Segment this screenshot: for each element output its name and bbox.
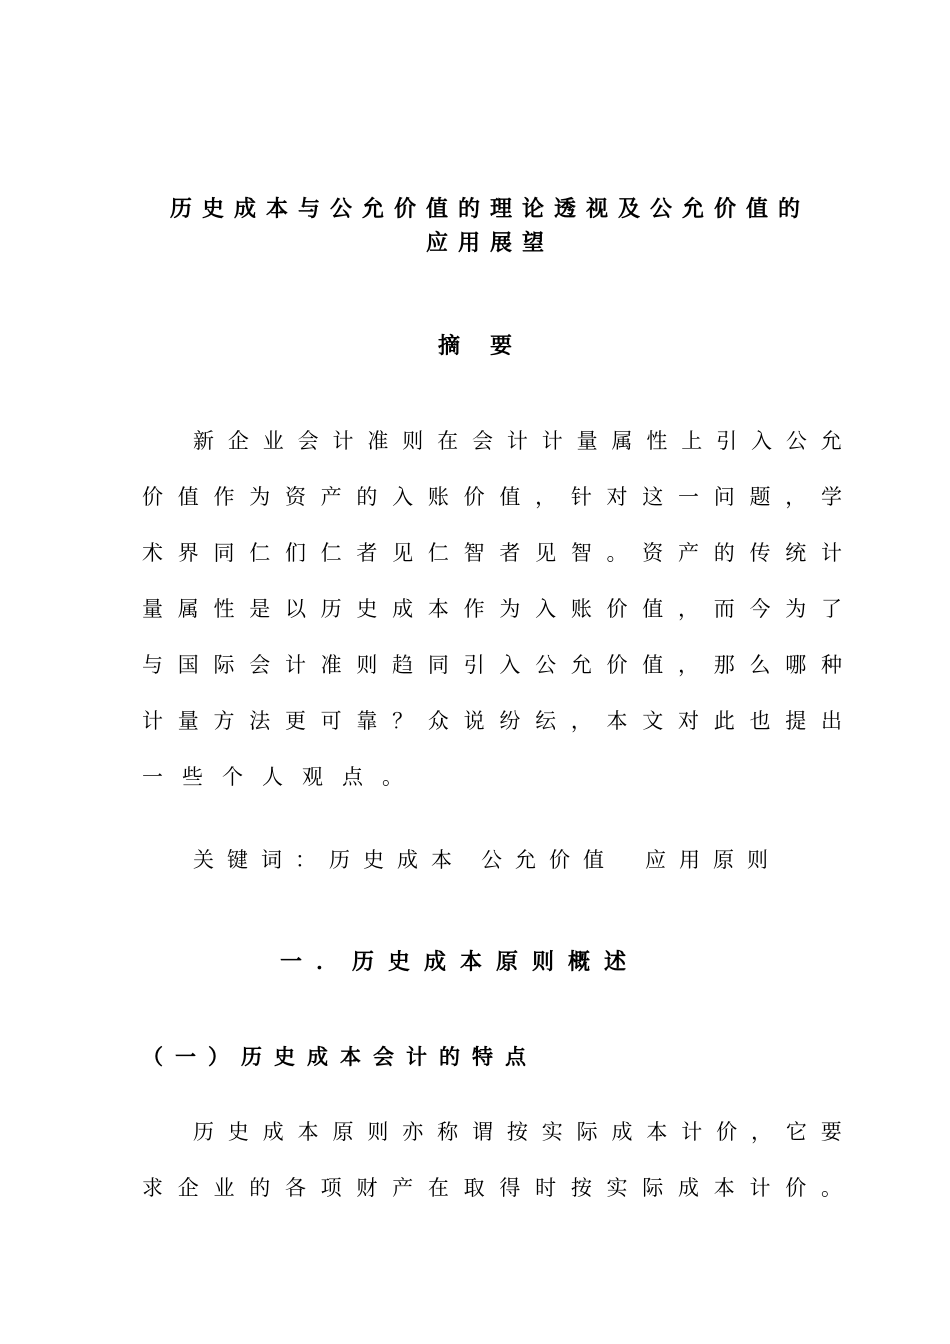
body-line <box>142 1172 842 1204</box>
body-line <box>193 1116 842 1148</box>
glyph: 作 <box>213 485 235 509</box>
glyph: 更 <box>284 709 306 733</box>
glyph: 个 <box>222 765 243 789</box>
glyph: 说 <box>463 709 485 733</box>
glyph: ？ <box>392 709 414 733</box>
glyph: 一 <box>678 485 700 509</box>
glyph: 对 <box>678 709 700 733</box>
glyph: 观 <box>302 765 323 789</box>
glyph: 这 <box>642 485 664 509</box>
glyph: 允 <box>820 429 842 453</box>
keyword: 应用原则 <box>645 848 781 872</box>
glyph: ， <box>785 485 807 509</box>
glyph: 仁 <box>249 541 271 565</box>
glyph: 也 <box>749 709 771 733</box>
glyph: 以 <box>284 597 306 621</box>
glyph: 公 <box>785 429 807 453</box>
glyph: 在 <box>427 1176 449 1200</box>
glyph: ， <box>570 709 592 733</box>
glyph: 原 <box>332 1120 354 1144</box>
glyph: 计 <box>142 709 163 733</box>
subsection-heading: （一）历史成本会计的特点 <box>142 1045 538 1069</box>
glyph: 入 <box>392 485 414 509</box>
glyph: 本 <box>646 1120 668 1144</box>
glyph: 的 <box>713 541 735 565</box>
glyph: 值 <box>177 485 199 509</box>
glyph: 账 <box>570 597 592 621</box>
glyph: 公 <box>535 653 557 677</box>
glyph: 上 <box>681 429 703 453</box>
glyph: 入 <box>499 653 521 677</box>
glyph: 本 <box>297 1120 319 1144</box>
glyph: 产 <box>320 485 342 509</box>
glyph: 新 <box>193 429 214 453</box>
glyph: 为 <box>785 597 807 621</box>
glyph: 方 <box>213 709 235 733</box>
glyph: 性 <box>646 429 668 453</box>
glyph: 是 <box>249 597 271 621</box>
glyph: 属 <box>611 429 633 453</box>
abstract-line <box>193 425 842 457</box>
glyph: 则 <box>356 653 378 677</box>
glyph: 种 <box>820 653 842 677</box>
glyph: 亦 <box>402 1120 424 1144</box>
glyph: 提 <box>785 709 807 733</box>
glyph: 些 <box>182 765 203 789</box>
glyph: 价 <box>606 597 628 621</box>
glyph: 今 <box>749 597 771 621</box>
glyph: 际 <box>576 1120 598 1144</box>
glyph: 则 <box>367 1120 389 1144</box>
glyph: 产 <box>392 1176 414 1200</box>
glyph: 那 <box>713 653 735 677</box>
abstract-line <box>142 593 842 625</box>
glyph: 成 <box>678 1176 700 1200</box>
glyph: 统 <box>785 541 807 565</box>
glyph: 仁 <box>320 541 342 565</box>
glyph: 本 <box>427 597 449 621</box>
glyph: 计 <box>506 429 528 453</box>
glyph: 引 <box>463 653 485 677</box>
glyph: 引 <box>716 429 738 453</box>
glyph: 史 <box>356 597 378 621</box>
glyph: 时 <box>535 1176 557 1200</box>
glyph: ， <box>678 597 700 621</box>
glyph: 值 <box>499 485 521 509</box>
abstract-line <box>142 649 842 681</box>
glyph: ， <box>535 485 557 509</box>
glyph: 针 <box>570 485 592 509</box>
glyph: 法 <box>249 709 271 733</box>
glyph: 成 <box>392 597 414 621</box>
glyph: 么 <box>749 653 771 677</box>
section-heading: 一．历史成本原则概述 <box>280 950 641 975</box>
glyph: 价 <box>785 1176 807 1200</box>
keyword: 历史成本 <box>329 848 465 872</box>
glyph: 准 <box>320 653 342 677</box>
glyph: 与 <box>142 653 163 677</box>
glyph: 众 <box>427 709 449 733</box>
glyph: 题 <box>749 485 771 509</box>
abstract-line <box>142 537 842 569</box>
glyph: 值 <box>642 653 664 677</box>
glyph: 量 <box>142 597 163 621</box>
glyph: 同 <box>427 653 449 677</box>
glyph: 作 <box>463 597 485 621</box>
glyph: 而 <box>713 597 735 621</box>
glyph: 者 <box>499 541 521 565</box>
glyph: 入 <box>751 429 772 453</box>
glyph: 的 <box>356 485 378 509</box>
glyph: 准 <box>367 429 389 453</box>
glyph: 为 <box>499 597 521 621</box>
glyph: 本 <box>713 1176 735 1200</box>
glyph: 成 <box>611 1120 633 1144</box>
glyph: 价 <box>716 1120 738 1144</box>
glyph: 人 <box>262 765 283 789</box>
glyph: 成 <box>262 1120 284 1144</box>
glyph: 会 <box>472 429 493 453</box>
glyph: 资 <box>284 485 306 509</box>
glyph: 按 <box>506 1120 528 1144</box>
keywords-label: 关键词： <box>193 848 329 872</box>
glyph: 价 <box>463 485 485 509</box>
glyph: 计 <box>749 1176 771 1200</box>
glyph: 传 <box>749 541 771 565</box>
glyph: 值 <box>642 597 664 621</box>
glyph: 史 <box>227 1120 249 1144</box>
glyph: 哪 <box>785 653 807 677</box>
glyph: 的 <box>249 1176 271 1200</box>
abstract-line <box>142 705 842 737</box>
glyph: 实 <box>606 1176 628 1200</box>
glyph: 入 <box>535 597 557 621</box>
keyword: 公允价值 <box>481 848 617 872</box>
glyph: 企 <box>177 1176 199 1200</box>
glyph: 们 <box>284 541 306 565</box>
glyph: ， <box>678 653 700 677</box>
glyph: 实 <box>541 1120 563 1144</box>
glyph: 账 <box>427 485 449 509</box>
glyph: 会 <box>249 653 271 677</box>
glyph: 量 <box>576 429 598 453</box>
glyph: 求 <box>142 1176 163 1200</box>
glyph: 产 <box>678 541 700 565</box>
glyph: 为 <box>249 485 271 509</box>
glyph: 学 <box>820 485 842 509</box>
glyph: 得 <box>499 1176 521 1200</box>
glyph: 际 <box>213 653 235 677</box>
glyph: 了 <box>820 597 842 621</box>
glyph: 计 <box>332 429 354 453</box>
glyph: 国 <box>177 653 199 677</box>
glyph: 智 <box>463 541 485 565</box>
glyph: 会 <box>297 429 319 453</box>
glyph: 纷 <box>499 709 521 733</box>
glyph: 在 <box>437 429 459 453</box>
glyph: 则 <box>402 429 424 453</box>
glyph: 术 <box>142 541 163 565</box>
glyph: ， <box>751 1120 772 1144</box>
glyph: 量 <box>177 709 199 733</box>
glyph: 项 <box>320 1176 342 1200</box>
glyph: 价 <box>142 485 163 509</box>
glyph: 它 <box>785 1120 807 1144</box>
glyph: 称 <box>437 1120 459 1144</box>
glyph: 计 <box>541 429 563 453</box>
glyph: 纭 <box>535 709 557 733</box>
document-title-line-1: 历史成本与公允价值的理论透视及公允价值的 <box>169 197 810 222</box>
glyph: 点 <box>342 765 363 789</box>
abstract-line <box>142 761 403 793</box>
glyph: 计 <box>820 541 842 565</box>
glyph: 。 <box>606 541 628 565</box>
glyph: 此 <box>713 709 735 733</box>
glyph: 各 <box>284 1176 306 1200</box>
glyph: 业 <box>262 429 284 453</box>
glyph: 本 <box>606 709 628 733</box>
glyph: 谓 <box>472 1120 493 1144</box>
glyph: 出 <box>820 709 842 733</box>
glyph: 见 <box>392 541 414 565</box>
glyph: 性 <box>213 597 235 621</box>
glyph: 资 <box>642 541 664 565</box>
abstract-heading: 摘要 <box>437 334 542 359</box>
glyph: 对 <box>606 485 628 509</box>
keywords-line <box>193 844 781 876</box>
glyph: 按 <box>570 1176 592 1200</box>
glyph: 。 <box>382 765 403 789</box>
glyph: 允 <box>570 653 592 677</box>
glyph: 界 <box>177 541 199 565</box>
glyph: 价 <box>606 653 628 677</box>
glyph: 取 <box>463 1176 485 1200</box>
glyph: 一 <box>142 765 163 789</box>
abstract-line <box>142 481 842 513</box>
glyph: 者 <box>356 541 378 565</box>
glyph: 历 <box>320 597 342 621</box>
glyph: 智 <box>570 541 592 565</box>
glyph: 业 <box>213 1176 235 1200</box>
glyph: 趋 <box>392 653 414 677</box>
glyph: 要 <box>820 1120 842 1144</box>
glyph: 属 <box>177 597 199 621</box>
glyph: 财 <box>356 1176 378 1200</box>
glyph: 问 <box>713 485 735 509</box>
glyph: 靠 <box>356 709 378 733</box>
glyph: 。 <box>820 1176 842 1200</box>
glyph: 计 <box>284 653 306 677</box>
glyph: 企 <box>227 429 249 453</box>
glyph: 历 <box>193 1120 214 1144</box>
glyph: 仁 <box>427 541 449 565</box>
document-title-line-2: 应用展望 <box>425 231 554 256</box>
glyph: 同 <box>213 541 235 565</box>
glyph: 文 <box>642 709 664 733</box>
glyph: 计 <box>681 1120 703 1144</box>
glyph: 见 <box>535 541 557 565</box>
glyph: 际 <box>642 1176 664 1200</box>
glyph: 可 <box>320 709 342 733</box>
